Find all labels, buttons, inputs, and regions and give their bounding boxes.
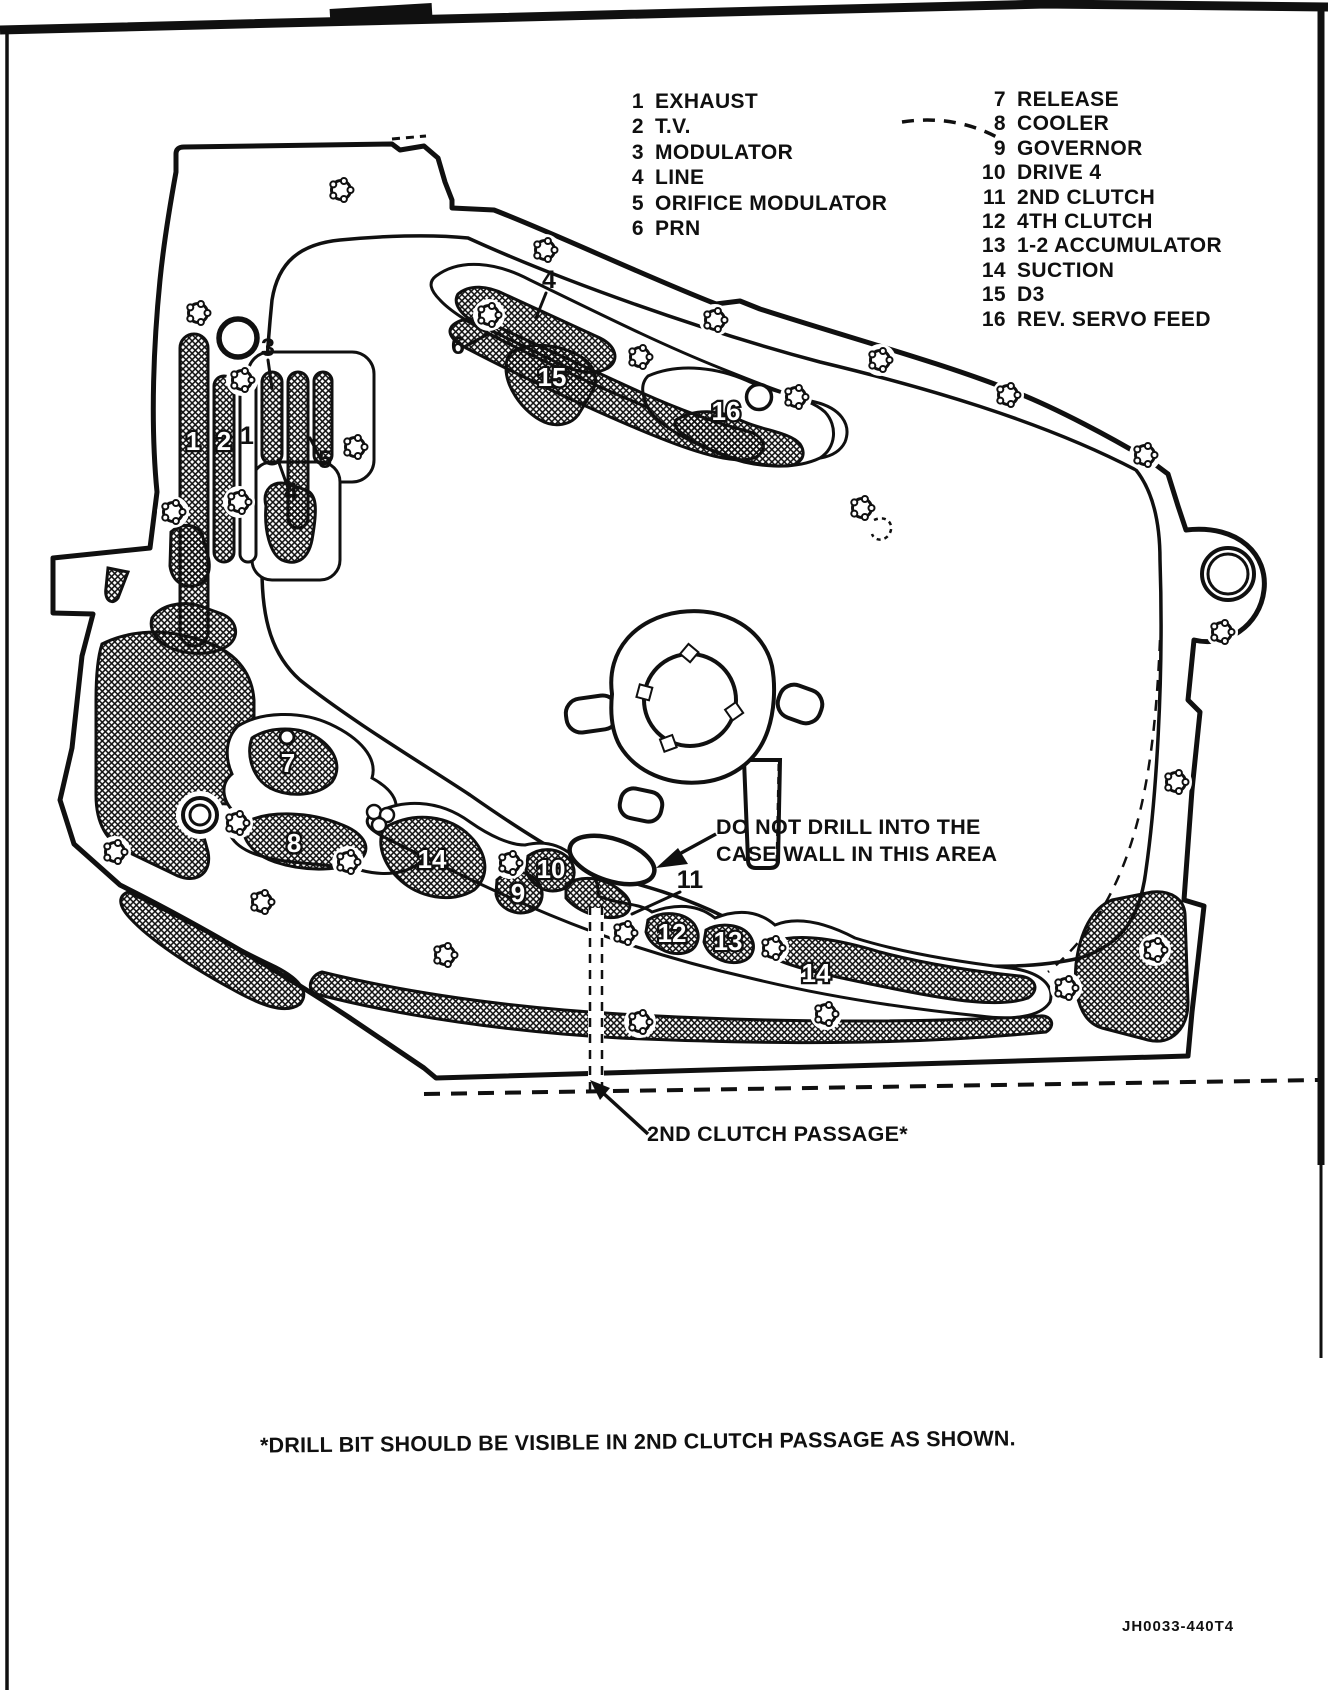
legend-item-number: 16 [981, 307, 1006, 331]
passage-number-13: 13 [713, 926, 743, 956]
legend-item-number: 7 [993, 88, 1006, 111]
legend-item-number: 3 [631, 140, 644, 164]
passage-number-2: 2 [216, 426, 232, 456]
legend-item-label: 1-2 ACCUMULATOR [1017, 234, 1223, 258]
legend-item-number: 14 [981, 258, 1006, 282]
legend-item-number: 6 [631, 216, 644, 240]
page-border-top [0, 4, 1328, 30]
legend-item [962, 234, 1222, 258]
legend-item-label: GOVERNOR [1017, 136, 1143, 160]
legend-item-number: 12 [981, 209, 1006, 233]
passage-number-5: 5 [318, 446, 332, 474]
legend-item-label: DRIVE 4 [1017, 161, 1102, 185]
legend-item-label: D3 [1017, 283, 1045, 307]
rev-servo-hole [747, 385, 772, 410]
legend-item-label: 2ND CLUTCH [1017, 185, 1156, 209]
drill-bit-footnote: *DRILL BIT SHOULD BE VISIBLE IN 2ND CLUTCH PASSAGE AS SHOWN. [259, 1426, 1016, 1458]
passage-7-notch [280, 730, 294, 744]
passage-2-tv [214, 376, 234, 562]
passage-callout-arrow [590, 1080, 648, 1134]
legend-item [962, 308, 1222, 332]
passage-corner-mass [1075, 892, 1188, 1041]
passage-number-1: 1 [240, 422, 254, 450]
legend-item-number: 4 [631, 166, 644, 190]
passage-1-exhaust [180, 334, 208, 646]
passage-number-11: 11 [676, 866, 704, 894]
legend-item [962, 161, 1222, 185]
legend-item-number: 1 [631, 90, 644, 113]
legend-item-label: EXHAUST [655, 90, 759, 113]
legend-item [962, 112, 1222, 136]
passage-number-6: 6 [451, 332, 465, 360]
legend-item-label: ORIFICE MODULATOR [655, 191, 888, 215]
passage-number-16: 16 [711, 396, 741, 426]
passage-number-10: 10 [536, 854, 566, 884]
do-not-drill-callout [716, 814, 997, 868]
legend-item-label: REV. SERVO FEED [1017, 307, 1211, 331]
legend-item [962, 210, 1222, 234]
hidden-edge-dashes-tab [392, 136, 426, 139]
legend-item [962, 259, 1222, 283]
legend-left-column [604, 90, 887, 242]
legend-item-label: LINE [655, 166, 705, 190]
legend-item-label: PRN [655, 216, 701, 240]
legend-item-number: 8 [993, 112, 1006, 136]
passage-number-15: 15 [537, 362, 567, 392]
do-not-drill-line1: DO NOT DRILL INTO THE [716, 815, 981, 839]
passage-number-12: 12 [657, 918, 687, 948]
passage-number-3: 3 [261, 334, 275, 362]
legend-item-label: SUCTION [1017, 258, 1115, 282]
legend-item-label: MODULATOR [655, 140, 794, 164]
legend-item-number: 2 [631, 115, 644, 139]
passage-number-4: 4 [542, 266, 556, 294]
legend-item-number: 10 [981, 161, 1006, 185]
passage-number-14: 14 [801, 958, 831, 988]
legend-item [962, 283, 1222, 307]
passage-number-7: 7 [280, 748, 296, 778]
passage-number-4: 4 [284, 478, 298, 506]
legend-item [604, 166, 887, 191]
legend-item-number: 15 [981, 283, 1006, 307]
legend-item-label: COOLER [1017, 112, 1110, 136]
legend-item [962, 88, 1222, 112]
case-hole-top-left [219, 319, 257, 357]
do-not-drill-line2: CASE WALL IN THIS AREA [716, 842, 998, 866]
legend-right-column [962, 88, 1222, 332]
page-border-top-dark [330, 10, 432, 16]
legend-item [962, 186, 1222, 210]
legend-item-number: 9 [993, 136, 1006, 160]
passage-number-8: 8 [286, 828, 302, 858]
legend-item-number: 11 [983, 185, 1006, 209]
legend-item-label: RELEASE [1017, 88, 1119, 111]
legend-item-number: 5 [631, 191, 644, 215]
passage-1-slot-open [240, 376, 256, 562]
legend-item [962, 137, 1222, 161]
legend-item [604, 217, 887, 242]
legend-item [604, 115, 887, 140]
bottom-dashed-line [424, 1080, 1318, 1094]
passage-number-9: 9 [510, 878, 526, 908]
legend-item [604, 90, 887, 115]
second-clutch-passage-label: 2ND CLUTCH PASSAGE* [647, 1122, 908, 1146]
document-code: JH0033-440T4 [1122, 1618, 1235, 1635]
legend-item [604, 141, 887, 166]
legend-item-label: 4TH CLUTCH [1017, 209, 1153, 233]
legend-item [604, 192, 887, 217]
legend-item-number: 13 [981, 234, 1006, 258]
case-hole-right [1202, 548, 1254, 600]
passage-number-14: 14 [417, 844, 447, 874]
passage-number-1: 1 [185, 426, 201, 456]
case-hole-lower-left [176, 791, 224, 839]
legend-item-label: T.V. [655, 115, 691, 139]
